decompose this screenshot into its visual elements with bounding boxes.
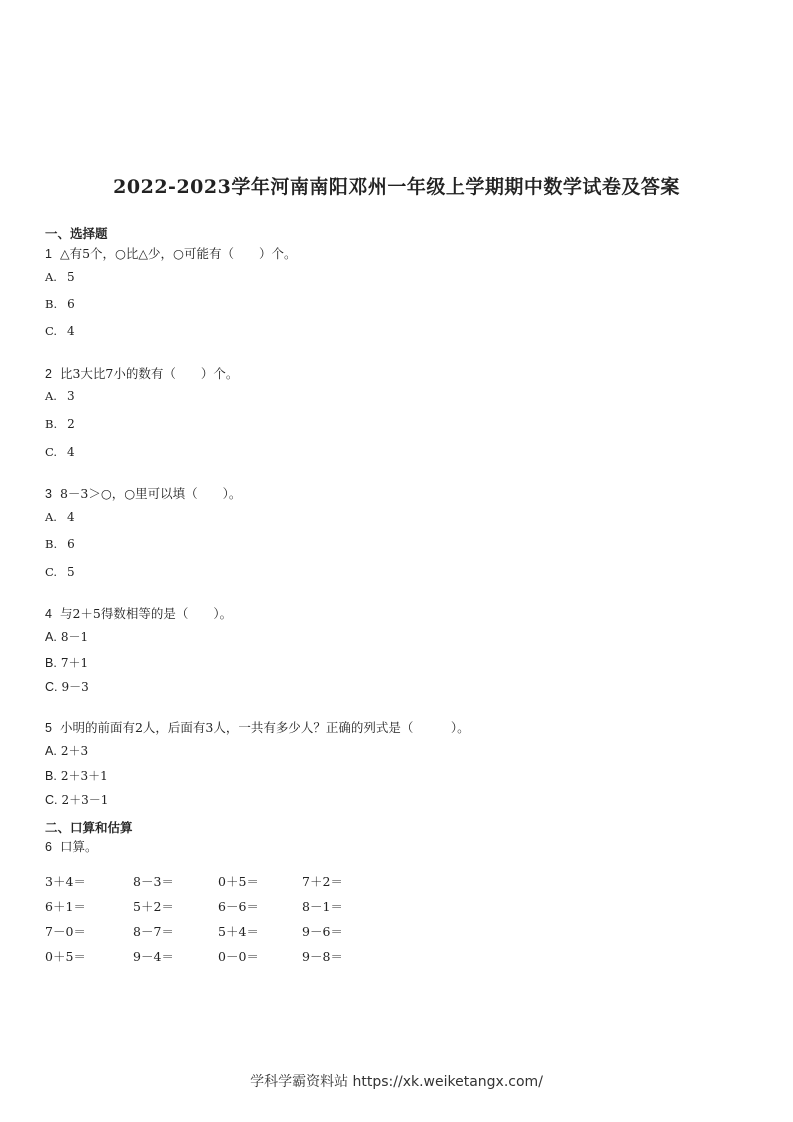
option-c bbox=[45, 445, 75, 459]
option-b bbox=[45, 417, 75, 431]
option-text: 5 bbox=[67, 565, 75, 579]
calc-item: 9－6＝ bbox=[302, 924, 343, 939]
option-c bbox=[45, 324, 75, 338]
option-text: 2＋3－1 bbox=[61, 793, 109, 807]
option-label: A. bbox=[45, 389, 57, 403]
question-1 bbox=[45, 244, 296, 262]
calc-item: 6＋1＝ bbox=[45, 899, 86, 914]
calc-item: 5＋2＝ bbox=[133, 899, 174, 914]
question-number: 6 bbox=[45, 840, 52, 854]
calc-item: 9－4＝ bbox=[133, 949, 174, 964]
option-text: 6 bbox=[67, 297, 75, 311]
question-2 bbox=[45, 364, 238, 382]
calc-item: 5＋4＝ bbox=[218, 924, 259, 939]
question-text: △有5个，○比△少，○可能有（ ）个。 bbox=[59, 246, 297, 261]
option-a bbox=[45, 510, 75, 524]
calc-item: 6－6＝ bbox=[218, 899, 259, 914]
option-label: A. bbox=[45, 510, 57, 524]
option-label: C. bbox=[45, 565, 58, 579]
question-6 bbox=[45, 837, 97, 855]
option-label: C. bbox=[45, 793, 58, 807]
option-a bbox=[45, 628, 88, 645]
question-text: 与2＋5得数相等的是（ ）。 bbox=[59, 606, 233, 621]
option-b bbox=[45, 297, 75, 311]
option-label: C. bbox=[45, 680, 58, 694]
question-number: 3 bbox=[45, 487, 52, 501]
question-text: 口算。 bbox=[59, 839, 98, 854]
question-4 bbox=[45, 604, 232, 622]
calc-item: 3＋4＝ bbox=[45, 874, 86, 889]
option-text: 6 bbox=[67, 537, 75, 551]
option-label: B. bbox=[45, 769, 57, 783]
question-number: 5 bbox=[45, 721, 52, 735]
option-text: 4 bbox=[67, 445, 75, 459]
question-number: 1 bbox=[45, 247, 52, 261]
section-heading-mental-math: 二、口算和估算 bbox=[45, 820, 133, 835]
page-title: 2022-2023学年河南南阳邓州一年级上学期期中数学试卷及答案 bbox=[113, 176, 680, 198]
option-label: A. bbox=[45, 270, 57, 284]
calc-item: 0＋5＝ bbox=[218, 874, 259, 889]
footer-watermark: 学科学霸资料站 https://xk.weiketangx.com/ bbox=[250, 1074, 543, 1090]
question-number: 2 bbox=[45, 367, 52, 381]
option-text: 7＋1 bbox=[60, 656, 89, 670]
question-number: 4 bbox=[45, 607, 52, 621]
calc-item: 0＋5＝ bbox=[45, 949, 86, 964]
question-3 bbox=[45, 484, 241, 502]
option-label: A. bbox=[45, 630, 57, 644]
option-b bbox=[45, 654, 88, 671]
option-c bbox=[45, 791, 108, 808]
question-text: 小明的前面有2人，后面有3人，一共有多少人？正确的列式是（ ）。 bbox=[59, 720, 470, 735]
option-b bbox=[45, 767, 108, 784]
option-text: 9－3 bbox=[61, 680, 89, 694]
option-text: 5 bbox=[66, 270, 75, 284]
calc-item: 7＋2＝ bbox=[302, 874, 343, 889]
option-a bbox=[45, 742, 88, 759]
option-label: B. bbox=[45, 656, 57, 670]
option-a bbox=[45, 270, 75, 284]
option-b bbox=[45, 537, 75, 551]
question-5 bbox=[45, 718, 470, 736]
calc-item: 0－0＝ bbox=[218, 949, 259, 964]
calc-item: 8－3＝ bbox=[133, 874, 174, 889]
calc-item: 7－0＝ bbox=[45, 924, 86, 939]
option-label: B. bbox=[45, 537, 58, 551]
option-text: 2＋3 bbox=[60, 744, 89, 758]
option-label: B. bbox=[45, 297, 58, 311]
option-label: A. bbox=[45, 744, 57, 758]
option-label: C. bbox=[45, 445, 58, 459]
question-text: 8－3＞○，○里可以填（ ）。 bbox=[59, 486, 242, 501]
option-text: 8－1 bbox=[60, 630, 89, 644]
question-text: 比3大比7小的数有（ ）个。 bbox=[59, 366, 239, 381]
option-c bbox=[45, 565, 75, 579]
option-text: 2 bbox=[67, 417, 75, 431]
option-text: 3 bbox=[66, 389, 75, 403]
option-label: C. bbox=[45, 324, 58, 338]
calc-item: 8－1＝ bbox=[302, 899, 343, 914]
option-text: 4 bbox=[66, 510, 75, 524]
calc-item: 8－7＝ bbox=[133, 924, 174, 939]
option-text: 4 bbox=[67, 324, 75, 338]
option-text: 2＋3＋1 bbox=[60, 769, 108, 783]
option-label: B. bbox=[45, 417, 58, 431]
calc-item: 9－8＝ bbox=[302, 949, 343, 964]
option-a bbox=[45, 389, 75, 403]
section-heading-choice: 一、选择题 bbox=[45, 226, 108, 241]
option-c bbox=[45, 678, 89, 695]
